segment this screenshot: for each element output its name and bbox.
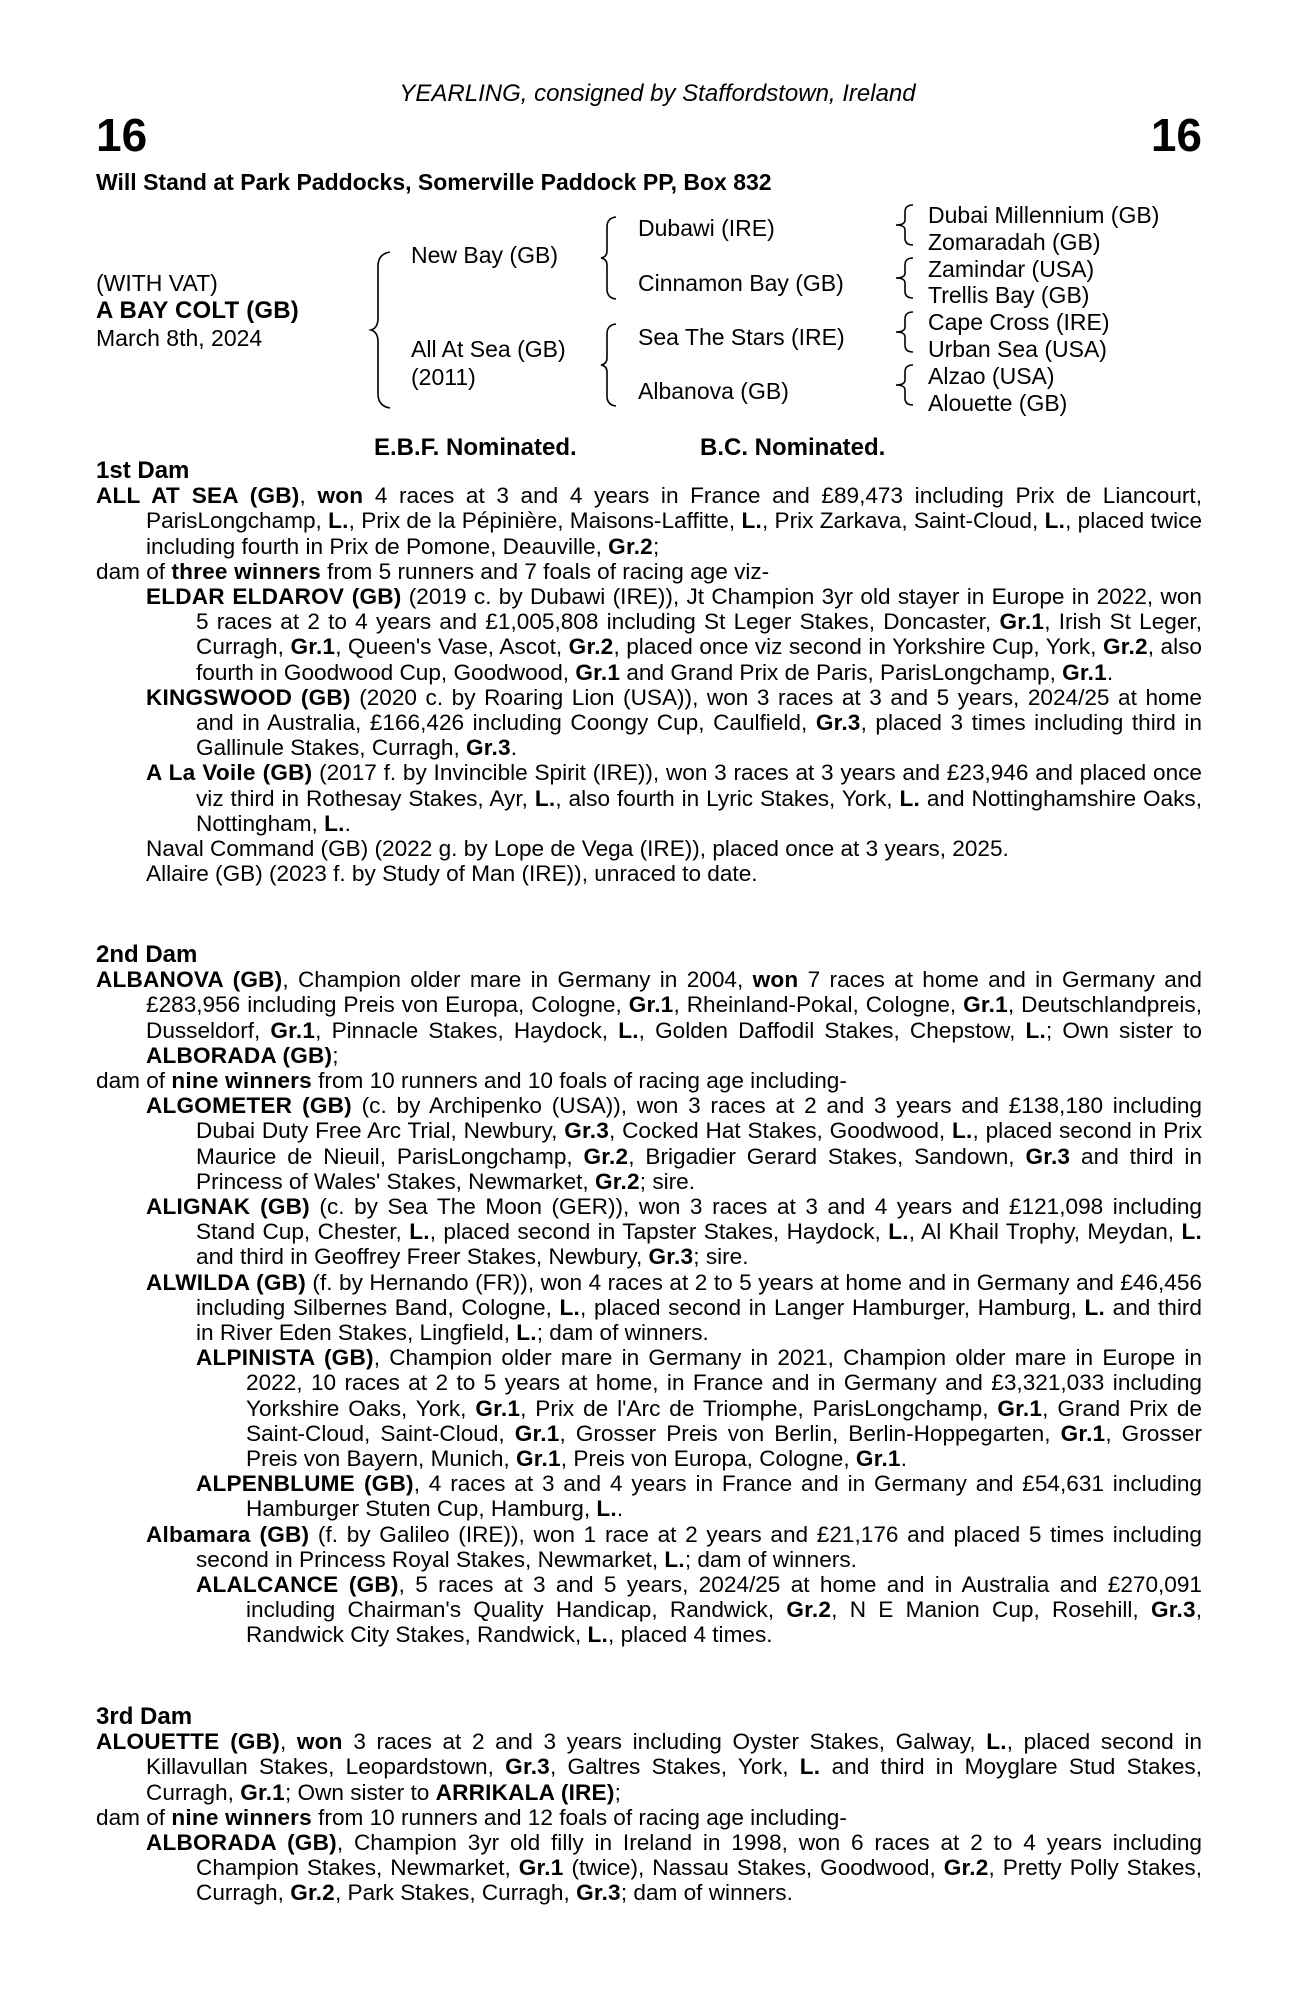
listed-tag: L. — [328, 508, 349, 534]
text: from 10 runners and 10 foals of racing age including- — [311, 1068, 847, 1094]
text: and third in Princess of Wales' Stakes, Newmarket, — [196, 1143, 1202, 1194]
text: (2020 c. by Roaring Lion (USA)), won 3 races at 3 and 5 years, 2024/25 at home and in Australia, £166,426 including Coongy Cup, Caulfield, — [196, 684, 1202, 736]
won-label: won — [317, 483, 364, 509]
produce-name: KINGSWOOD (GB) — [146, 684, 351, 710]
group-tag: Gr.3 — [505, 1754, 550, 1780]
text: from 5 runners and 7 foals of racing age viz- — [320, 558, 770, 584]
ancestor-g6: Urban Sea (USA) — [928, 336, 1107, 362]
group-tag: Gr.3 — [1150, 1597, 1196, 1623]
text: 4 races at 3 and 4 years in France and £89,473 including Prix de Liancourt, ParisLongchamp, — [146, 483, 1202, 534]
group-tag: Gr.1 — [963, 992, 1008, 1018]
dam-entry: ALOUETTE (GB), won 3 races at 2 and 3 years including Oyster Stakes, Galway, L., placed second in Killavullan Stakes, Leopardstown, Gr.3, Galtres Stakes, York, L. and third in Moyglare Stud Stakes, Curragh, Gr.1; Own sister to ARRIKALA (IRE); — [96, 1729, 1203, 1805]
group-tag: Gr.2 — [786, 1597, 832, 1623]
ancestor-g8: Alouette (GB) — [928, 390, 1068, 416]
text: ; — [652, 533, 660, 559]
text: ; sire. — [693, 1244, 749, 1270]
listed-tag: L. — [952, 1118, 973, 1144]
dam-entry: ALL AT SEA (GB), won 4 races at 3 and 4 years in France and £89,473 including Prix de Liancourt, ParisLongchamp, L., Prix de la Pépinière, Maisons-Laffitte, L., Prix Zarkava, Saint-Cloud, L., placed twice including fourth in Prix de Pomone, Deauville, Gr.2; — [96, 483, 1203, 559]
text: , Randwick City Stakes, Randwick, — [246, 1597, 1202, 1648]
ancestor-g5: Cape Cross (IRE) — [928, 309, 1110, 335]
dam-entry — [96, 967, 1202, 1068]
produce-name: ALPINISTA (GB) — [196, 1345, 374, 1371]
text: . — [616, 1496, 624, 1522]
text: ; dam of winners. — [620, 1880, 793, 1906]
text: (2019 c. by Dubawi (IRE)), Jt Champion 3yr old stayer in Europe in 2022, won 5 races at 2 to 4 years and £1,005,808 including St Leger Stakes, Doncaster, — [196, 584, 1202, 635]
dam-name: All At Sea (GB) — [411, 336, 566, 362]
group-tag: Gr.3 — [648, 1244, 694, 1270]
produce-name: ALPENBLUME (GB) — [196, 1471, 414, 1497]
text: and Grand Prix de Paris, ParisLongchamp, — [620, 659, 1063, 685]
section-heading: 3rd Dam — [96, 1703, 193, 1730]
produce-entry — [146, 1830, 1202, 1906]
produce-name: Albamara (GB) — [146, 1521, 310, 1547]
text: , Rheinland-Pokal, Cologne, — [673, 992, 964, 1018]
text: dam of — [96, 1068, 172, 1094]
text: . — [510, 735, 518, 761]
produce-name: ALWILDA (GB) — [146, 1269, 306, 1295]
text: , placed 3 times including third in Gallinule Stakes, Curragh, — [196, 710, 1202, 761]
listed-tag: L. — [516, 1320, 537, 1346]
dam-name: ALOUETTE (GB) — [96, 1729, 280, 1755]
group-tag: Gr.2 — [290, 1880, 335, 1906]
produce-entry: Naval Command (GB) (2022 g. by Lope de Vega (IRE)), placed once at 3 years, 2025. — [146, 836, 1009, 862]
text: , also fourth in Goodwood Cup, Goodwood, — [196, 634, 1202, 685]
group-tag: Gr.1 — [1062, 659, 1107, 685]
dam-sire: Sea The Stars (IRE) — [638, 324, 845, 350]
produce-name: ALBORADA (GB) — [146, 1830, 337, 1856]
text: dam of — [96, 1804, 172, 1830]
produce-name: ALGOMETER (GB) — [146, 1093, 352, 1119]
text: , Prix de l'Arc de Triomphe, ParisLongchamp, — [520, 1395, 998, 1421]
group-tag: Gr.1 — [575, 659, 621, 685]
text: . — [900, 1446, 907, 1472]
lot-number-right: 16 — [1150, 109, 1202, 161]
text: , Champion older mare in Germany in 2021, Champion older mare in Europe in 2022, 10 races at 2 to 5 years at home, in France and in Germany and £3,321,033 including Yorkshire Oaks, York, — [246, 1345, 1202, 1421]
won-label: won — [296, 1729, 343, 1755]
produce-entry: Allaire (GB) (2023 f. by Study of Man (IRE)), unraced to date. — [146, 861, 758, 887]
text: , Pinnacle Stakes, Haydock, — [315, 1017, 619, 1043]
group-tag: Gr.1 — [997, 1395, 1043, 1421]
text: , placed second in Langer Hamburger, Hamburg, — [580, 1294, 1085, 1320]
listed-tag: L. — [534, 785, 556, 811]
text: (f. by Galileo (IRE)), won 1 race at 2 years and £21,176 and placed 5 times including second in Princess Royal Stakes, Newmarket, — [196, 1521, 1202, 1572]
listed-tag: L. — [888, 1219, 909, 1245]
text: , Champion 3yr old filly in Ireland in 1998, won 6 races at 2 to 4 years including Champion Stakes, Newmarket, — [196, 1830, 1202, 1881]
produce-name: ELDAR ELDAROV (GB) — [146, 584, 402, 610]
produce-entry — [146, 584, 1202, 685]
ancestor-g1: Dubai Millennium (GB) — [928, 202, 1160, 228]
listed-tag: L. — [986, 1729, 1007, 1755]
group-tag: Gr.1 — [628, 992, 674, 1018]
text: . — [344, 810, 351, 836]
first-dam-section — [96, 458, 1202, 886]
listed-tag: L. — [618, 1017, 639, 1043]
text: , Irish St Leger, Curragh, — [196, 609, 1202, 660]
ancestor-g7: Alzao (USA) — [928, 363, 1055, 389]
winners-count: three winners — [171, 558, 321, 584]
group-tag: Gr.2 — [583, 1143, 629, 1169]
ancestor-g3: Zamindar (USA) — [928, 256, 1095, 282]
produce-summary — [96, 1805, 1202, 1830]
group-tag: Gr.1 — [514, 1420, 560, 1446]
dam-dam: Albanova (GB) — [638, 378, 789, 404]
text: ; sire. — [639, 1168, 696, 1194]
text: . — [1106, 659, 1114, 685]
text: ; Own sister to — [1046, 1017, 1202, 1043]
dam-name: ALL AT SEA (GB) — [96, 483, 300, 509]
produce-entry — [196, 1471, 1202, 1521]
dam-year: (2011) — [411, 364, 476, 390]
text: , Queen's Vase, Ascot, — [335, 634, 569, 660]
text: , Grosser Preis von Berlin, Berlin-Hoppegarten, — [559, 1420, 1061, 1446]
produce-entry — [196, 1572, 1202, 1648]
produce-entry — [146, 760, 1202, 836]
sire-name: New Bay (GB) — [411, 242, 558, 268]
text: , placed 4 times. — [608, 1622, 773, 1648]
listed-tag: L. — [1084, 1294, 1106, 1320]
produce-entry — [146, 1522, 1202, 1572]
listed-tag: L. — [1025, 1017, 1047, 1043]
group-tag: Gr.3 — [815, 710, 861, 736]
text: , placed twice including fourth in Prix de Pomone, Deauville, — [146, 508, 1203, 559]
bc-nominated: B.C. Nominated. — [700, 434, 886, 461]
pedigree-brace-g2 — [893, 256, 917, 300]
text: , placed second in Killavullan Stakes, Leopardstown, — [146, 1729, 1202, 1780]
stand-location: Will Stand at Park Paddocks, Somerville Paddock PP, Box 832 — [96, 169, 772, 195]
group-tag: Gr.3 — [466, 735, 511, 761]
listed-tag: L. — [664, 1546, 685, 1572]
text: (c. by Archipenko (USA)), won 3 races at 2 and 3 years and £138,180 including Dubai Duty Free Arc Trial, Newbury, — [196, 1093, 1202, 1144]
winners-count: nine winners — [171, 1804, 312, 1830]
sister-name: ALBORADA (GB) — [146, 1042, 333, 1068]
text: ; dam of winners. — [684, 1546, 857, 1572]
produce-entry — [146, 1270, 1202, 1346]
text: (2017 f. by Invincible Spirit (IRE)), won 3 races at 3 years and £23,946 and placed once viz third in Rothesay Stakes, Ayr, — [196, 760, 1202, 811]
group-tag: Gr.2 — [1102, 634, 1148, 660]
text: , 5 races at 3 and 5 years, 2024/25 at home and in Australia and £270,091 including Chairman's Quality Handicap, Randwick, — [246, 1572, 1202, 1623]
text: and third in Moyglare Stud Stakes, Curragh, — [146, 1754, 1203, 1805]
listed-tag: L. — [799, 1754, 821, 1780]
produce-name: ALIGNAK (GB) — [146, 1194, 310, 1220]
listed-tag: L. — [409, 1219, 430, 1245]
group-tag: Gr.1 — [518, 1855, 564, 1881]
pedigree-brace-g1 — [893, 203, 917, 247]
text: , Cocked Hat Stakes, Goodwood, — [608, 1118, 953, 1144]
text: and third in River Eden Stakes, Lingfield, — [196, 1294, 1202, 1346]
listed-tag: L. — [587, 1622, 609, 1648]
sire-dam: Cinnamon Bay (GB) — [638, 270, 844, 296]
text: , also fourth in Lyric Stakes, York, — [555, 785, 900, 811]
group-tag: Gr.3 — [564, 1118, 609, 1144]
produce-entry — [196, 1345, 1202, 1471]
text: , Grand Prix de Saint-Cloud, Saint-Cloud, — [246, 1395, 1202, 1446]
text: (c. by Sea The Moon (GER)), won 3 races at 3 and 4 years and £121,098 including Stand Cup, Chester, — [196, 1194, 1202, 1245]
text: , Grosser Preis von Bayern, Munich, — [246, 1420, 1202, 1472]
text: ; — [332, 1042, 339, 1068]
text: , Prix Zarkava, Saint-Cloud, — [761, 508, 1045, 534]
text: (twice), Nassau Stakes, Goodwood, — [563, 1855, 944, 1881]
group-tag: Gr.3 — [576, 1880, 621, 1906]
group-tag: Gr.2 — [943, 1855, 989, 1881]
pedigree-brace-dam — [598, 322, 620, 408]
produce-summary — [96, 1068, 1202, 1093]
text: ; dam of winners. — [536, 1320, 709, 1346]
group-tag: Gr.1 — [270, 1017, 316, 1043]
group-tag: Gr.1 — [1060, 1420, 1106, 1446]
second-dam-section — [96, 942, 1202, 1648]
group-tag: Gr.2 — [568, 634, 614, 660]
text: 7 races at home and in Germany and £283,956 including Preis von Europa, Cologne, — [146, 967, 1202, 1018]
text: , placed once viz second in Yorkshire Cup, York, — [613, 634, 1103, 660]
group-tag: Gr.2 — [608, 533, 653, 559]
listed-tag: L. — [559, 1294, 580, 1320]
pedigree-brace-main — [368, 250, 394, 410]
text: from 10 runners and 12 foals of racing age including- — [311, 1804, 847, 1830]
won-label: won — [752, 967, 799, 993]
ebf-nominated: E.B.F. Nominated. — [374, 434, 577, 461]
text: , placed second in Tapster Stakes, Haydock, — [429, 1219, 889, 1245]
produce-entry — [146, 1093, 1202, 1194]
listed-tag: L. — [741, 508, 762, 534]
text: , Preis von Europa, Cologne, — [560, 1446, 856, 1472]
consignment-line: YEARLING, consigned by Staffordstown, Ireland — [399, 80, 916, 107]
vat-note: (WITH VAT) — [96, 270, 218, 296]
group-tag: Gr.1 — [290, 634, 336, 660]
text: , Galtres Stakes, York, — [549, 1754, 800, 1780]
text: , Golden Daffodil Stakes, Chepstow, — [638, 1017, 1026, 1043]
text: , N E Manion Cup, Rosehill, — [831, 1597, 1151, 1623]
group-tag: Gr.1 — [855, 1446, 901, 1472]
text: , Brigadier Gerard Stakes, Sandown, — [628, 1143, 1026, 1169]
group-tag: Gr.1 — [999, 609, 1045, 635]
text: and Nottinghamshire Oaks, Nottingham, — [196, 785, 1202, 836]
sister-name: ARRIKALA (IRE) — [435, 1779, 615, 1805]
foaling-date: March 8th, 2024 — [96, 325, 263, 351]
sire-sire: Dubawi (IRE) — [638, 215, 775, 241]
ancestor-g4: Trellis Bay (GB) — [928, 282, 1090, 308]
text: and third in Geoffrey Freer Stakes, Newbury, — [196, 1244, 649, 1270]
ancestor-g2: Zomaradah (GB) — [928, 229, 1101, 255]
text: ; — [614, 1779, 621, 1805]
pedigree-brace-g4 — [893, 363, 917, 407]
text: , Pretty Polly Stakes, Curragh, — [196, 1855, 1202, 1906]
group-tag: Gr.1 — [475, 1395, 521, 1421]
pedigree-brace-g3 — [893, 310, 917, 354]
listed-tag: L. — [324, 810, 345, 836]
produce-entry — [146, 685, 1202, 761]
horse-name: A BAY COLT (GB) — [96, 297, 300, 324]
text: , Al Khail Trophy, Meydan, — [908, 1219, 1182, 1245]
text: (f. by Hernando (FR)), won 4 races at 2 to 5 years at home and in Germany and £46,456 including Silbernes Band, Cologne, — [196, 1269, 1202, 1320]
group-tag: Gr.3 — [1025, 1143, 1071, 1169]
group-tag: Gr.1 — [240, 1779, 285, 1805]
listed-tag: L. — [1044, 508, 1066, 534]
produce-summary — [96, 559, 1202, 584]
section-heading: 1st Dam — [96, 457, 190, 484]
group-tag: Gr.2 — [595, 1168, 640, 1194]
winners-count: nine winners — [171, 1068, 312, 1094]
text: , Champion older mare in Germany in 2004, — [282, 967, 753, 993]
text: 3 races at 2 and 3 years including Oyster Stakes, Galway, — [342, 1729, 987, 1755]
produce-name: A La Voile (GB) — [146, 760, 313, 786]
listed-tag: L. — [899, 785, 920, 811]
pedigree-brace-sire — [598, 215, 620, 301]
section-heading: 2nd Dam — [96, 941, 198, 968]
text: , Park Stakes, Curragh, — [334, 1880, 577, 1906]
text: ; Own sister to — [284, 1779, 436, 1805]
text: , Prix de la Pépinière, Maisons-Laffitte, — [348, 508, 742, 534]
produce-name: ALALCANCE (GB) — [196, 1572, 399, 1598]
text: , Deutschlandpreis, Dusseldorf, — [146, 992, 1202, 1043]
dam-name: ALBANOVA (GB) — [96, 967, 283, 993]
listed-tag: L. — [596, 1496, 617, 1522]
third-dam-section — [96, 1704, 1202, 1906]
text: , placed second in Prix Maurice de Nieuil, ParisLongchamp, — [196, 1118, 1202, 1169]
listed-tag: L. — [1181, 1219, 1203, 1245]
group-tag: Gr.1 — [516, 1446, 561, 1472]
produce-entry — [146, 1194, 1202, 1270]
lot-number-left: 16 — [96, 109, 148, 161]
text: , 4 races at 3 and 4 years in France and in Germany and £54,631 including Hamburger Stuten Cup, Hamburg, — [246, 1471, 1202, 1522]
text: dam of — [96, 558, 172, 584]
